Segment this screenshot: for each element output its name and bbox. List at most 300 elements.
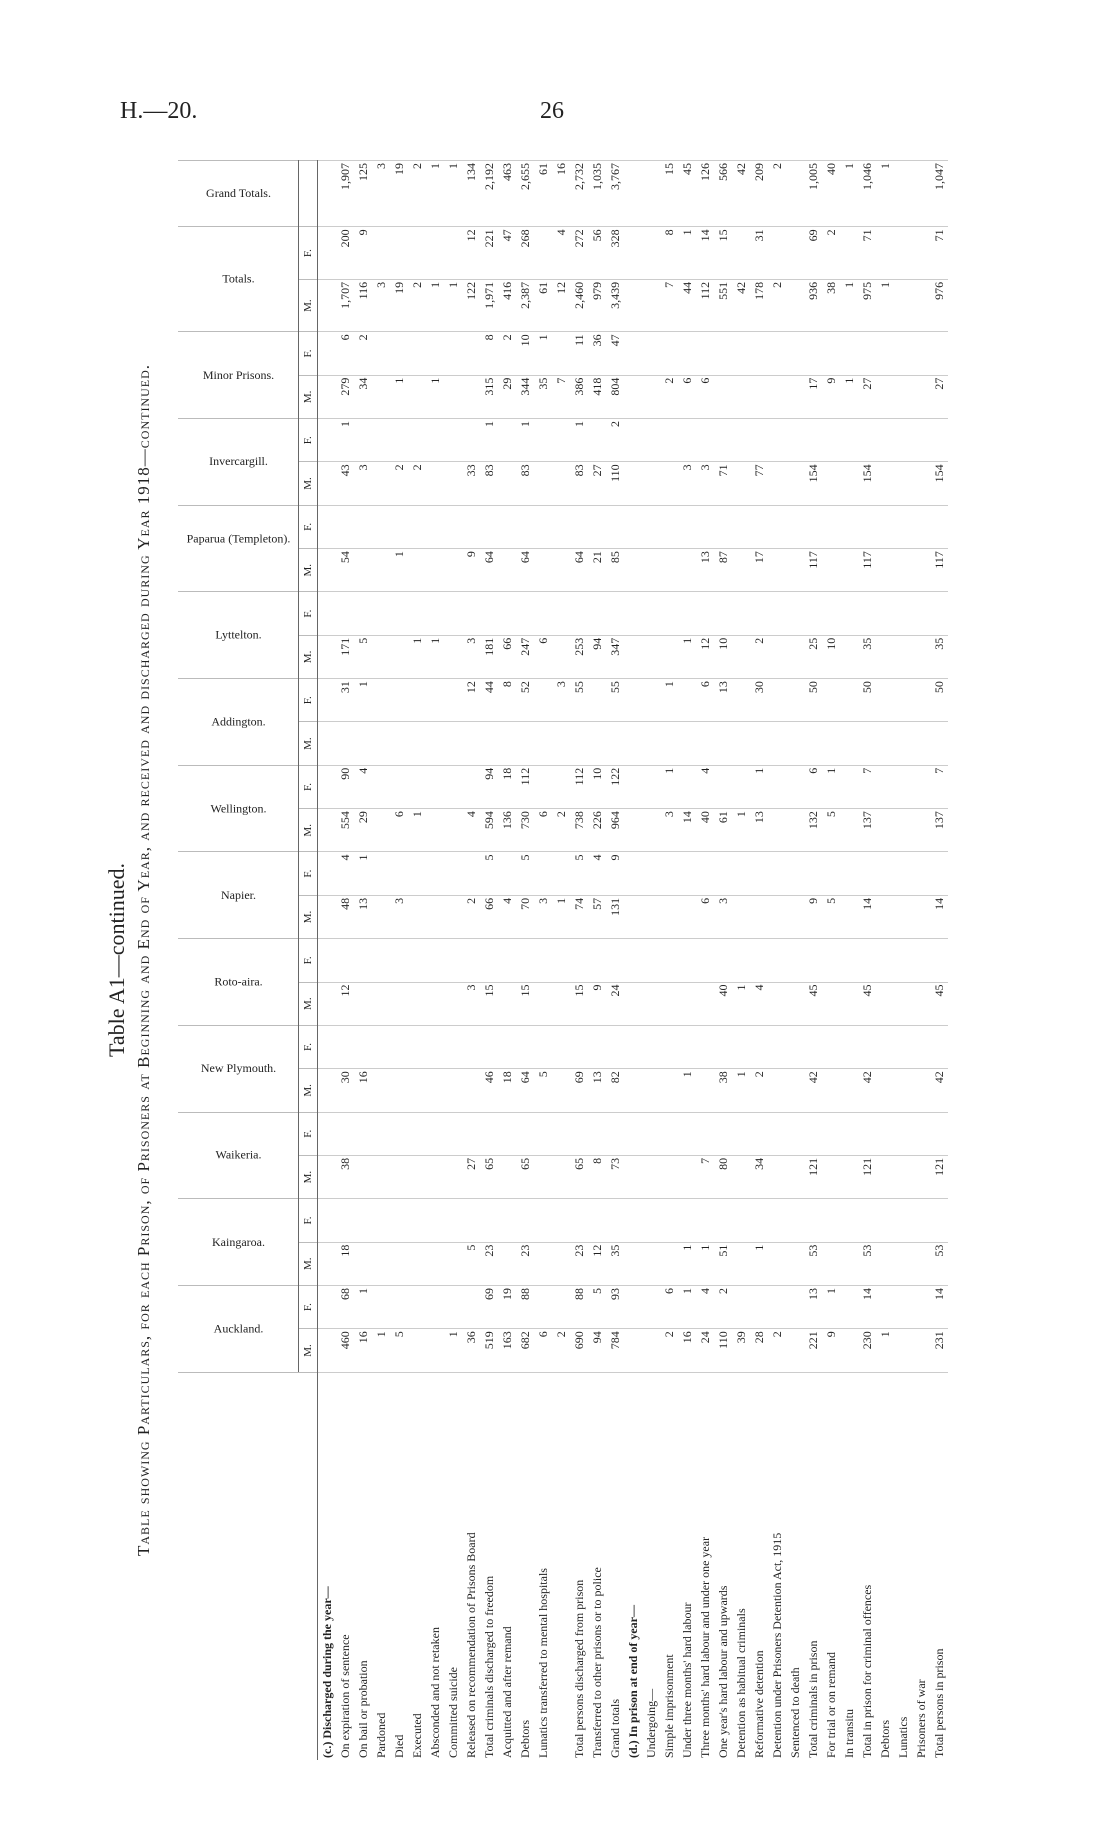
table-cell: 13 xyxy=(804,1285,822,1328)
column-header xyxy=(178,419,299,506)
table-cell xyxy=(624,505,642,548)
table-cell xyxy=(318,939,337,982)
table-cell xyxy=(624,1155,642,1198)
table-cell: 36 xyxy=(462,1329,480,1372)
table-cell xyxy=(696,1112,714,1155)
table-cell xyxy=(678,419,696,462)
table-cell xyxy=(624,809,642,852)
table-cell xyxy=(786,939,804,982)
column-header-label: Totals. xyxy=(221,271,255,286)
table-cell: 17 xyxy=(804,375,822,418)
table-cell xyxy=(372,1155,390,1198)
table-cell xyxy=(462,852,480,895)
table-cell: 31 xyxy=(750,227,768,279)
table-cell: 24 xyxy=(606,982,624,1025)
table-cell xyxy=(480,722,498,765)
column-header xyxy=(178,1112,299,1199)
table-cell xyxy=(930,1025,948,1068)
table-cell: 1 xyxy=(426,375,444,418)
table-cell: 4 xyxy=(552,227,570,279)
table-cell xyxy=(390,332,408,375)
table-cell xyxy=(390,679,408,722)
table-cell: 7 xyxy=(660,279,678,331)
table-cell xyxy=(624,462,642,505)
table-cell: 14 xyxy=(858,895,876,938)
table-cell: 1 xyxy=(444,1329,462,1372)
row-label: Total persons in prison xyxy=(930,1372,948,1760)
table-cell xyxy=(516,1025,534,1068)
column-header xyxy=(178,1199,299,1286)
table-cell xyxy=(642,1112,660,1155)
table-cell xyxy=(912,1025,930,1068)
table-cell: 9 xyxy=(804,895,822,938)
table-cell: 137 xyxy=(858,809,876,852)
table-cell: 730 xyxy=(516,809,534,852)
table-cell: 1 xyxy=(876,279,894,331)
table-cell: 112 xyxy=(696,279,714,331)
table-cell xyxy=(390,592,408,635)
table-cell xyxy=(768,549,786,592)
table-cell xyxy=(876,1025,894,1068)
table-cell xyxy=(822,852,840,895)
table-cell xyxy=(426,1069,444,1112)
table-cell: 3,439 xyxy=(606,279,624,331)
sex-subheader: M. xyxy=(299,895,318,938)
table-cell xyxy=(786,1285,804,1328)
table-cell: 247 xyxy=(516,635,534,678)
table-cell: 594 xyxy=(480,809,498,852)
table-cell xyxy=(768,1112,786,1155)
table-row xyxy=(714,161,732,1761)
table-cell xyxy=(894,1285,912,1328)
table-cell xyxy=(804,592,822,635)
table-row xyxy=(732,161,750,1761)
table-cell: 34 xyxy=(750,1155,768,1198)
table-row xyxy=(408,161,426,1761)
table-cell: 30 xyxy=(750,679,768,722)
table-cell: 13 xyxy=(354,895,372,938)
table-cell xyxy=(876,809,894,852)
table-cell: 5 xyxy=(822,809,840,852)
table-cell: 47 xyxy=(498,227,516,279)
table-cell xyxy=(804,505,822,548)
table-cell xyxy=(462,332,480,375)
table-cell xyxy=(624,332,642,375)
table-cell xyxy=(408,375,426,418)
table-cell xyxy=(660,462,678,505)
table-cell xyxy=(912,722,930,765)
table-cell: 4 xyxy=(588,852,606,895)
table-cell: 1 xyxy=(354,679,372,722)
table-cell: 4 xyxy=(336,852,354,895)
table-row xyxy=(498,161,516,1761)
table-cell xyxy=(426,679,444,722)
table-cell xyxy=(786,1025,804,1068)
table-cell: 112 xyxy=(516,765,534,808)
table-cell xyxy=(732,852,750,895)
table-cell xyxy=(660,939,678,982)
table-cell xyxy=(534,722,552,765)
table-cell: 6 xyxy=(696,679,714,722)
table-cell: 71 xyxy=(858,227,876,279)
table-cell xyxy=(678,332,696,375)
column-header-label: Napier. xyxy=(220,887,256,902)
table-cell xyxy=(732,722,750,765)
table-cell: 16 xyxy=(552,161,570,227)
table-cell xyxy=(408,1199,426,1242)
table-cell xyxy=(318,1199,337,1242)
sex-subheader: F. xyxy=(299,227,318,279)
column-header xyxy=(178,332,299,419)
table-cell xyxy=(678,765,696,808)
table-cell xyxy=(552,852,570,895)
table-cell: 23 xyxy=(516,1242,534,1285)
table-cell xyxy=(372,852,390,895)
table-cell xyxy=(444,1242,462,1285)
table-cell: 112 xyxy=(570,765,588,808)
table-cell: 11 xyxy=(570,332,588,375)
table-cell: 2 xyxy=(606,419,624,462)
table-cell: 12 xyxy=(588,1242,606,1285)
table-cell: 9 xyxy=(462,549,480,592)
table-cell xyxy=(678,679,696,722)
table-cell xyxy=(498,462,516,505)
table-cell: 27 xyxy=(588,462,606,505)
table-cell xyxy=(534,419,552,462)
table-cell xyxy=(786,679,804,722)
table-cell: 8 xyxy=(660,227,678,279)
table-cell: 1 xyxy=(732,1069,750,1112)
table-cell xyxy=(318,419,337,462)
table-cell xyxy=(912,549,930,592)
table-cell: 18 xyxy=(336,1242,354,1285)
table-cell xyxy=(642,1199,660,1242)
table-cell xyxy=(606,592,624,635)
table-cell: 88 xyxy=(570,1285,588,1328)
table-cell xyxy=(318,852,337,895)
table-cell: 83 xyxy=(516,462,534,505)
table-cell xyxy=(912,895,930,938)
table-cell xyxy=(318,549,337,592)
table-cell: 2 xyxy=(354,332,372,375)
table-cell xyxy=(444,1112,462,1155)
table-cell: 70 xyxy=(516,895,534,938)
table-cell xyxy=(714,722,732,765)
sex-subheader: F. xyxy=(299,1112,318,1155)
table-cell xyxy=(642,852,660,895)
table-cell xyxy=(732,765,750,808)
table-cell xyxy=(840,809,858,852)
table-cell: 14 xyxy=(696,227,714,279)
table-cell xyxy=(624,1242,642,1285)
table-cell xyxy=(714,765,732,808)
table-row xyxy=(750,161,768,1761)
table-cell xyxy=(894,1155,912,1198)
table-cell: 1 xyxy=(516,419,534,462)
table-cell: 27 xyxy=(462,1155,480,1198)
table-cell xyxy=(894,939,912,982)
table-cell xyxy=(372,895,390,938)
table-cell: 5 xyxy=(822,895,840,938)
table-cell xyxy=(750,332,768,375)
table-cell xyxy=(390,1285,408,1328)
table-cell xyxy=(444,592,462,635)
table-cell: 64 xyxy=(516,549,534,592)
table-cell: 1 xyxy=(552,895,570,938)
table-cell xyxy=(660,549,678,592)
table-cell xyxy=(930,1112,948,1155)
table-cell: 3 xyxy=(660,809,678,852)
table-cell: 221 xyxy=(480,227,498,279)
table-cell xyxy=(912,809,930,852)
table-cell xyxy=(840,1155,858,1198)
table-cell xyxy=(660,505,678,548)
table-cell xyxy=(372,1199,390,1242)
table-cell xyxy=(408,722,426,765)
table-cell: 4 xyxy=(354,765,372,808)
sex-subheader: M. xyxy=(299,635,318,678)
table-cell: 1 xyxy=(336,419,354,462)
table-cell xyxy=(570,1112,588,1155)
table-cell xyxy=(768,1155,786,1198)
table-cell xyxy=(768,419,786,462)
table-cell: 1 xyxy=(840,375,858,418)
table-cell: 418 xyxy=(588,375,606,418)
table-cell: 10 xyxy=(516,332,534,375)
table-cell xyxy=(480,1199,498,1242)
table-cell xyxy=(642,765,660,808)
table-cell xyxy=(768,375,786,418)
table-cell xyxy=(354,982,372,1025)
row-label: Lunatics transferred to mental hospitals xyxy=(534,1372,552,1760)
table-cell: 45 xyxy=(804,982,822,1025)
table-cell: 14 xyxy=(678,809,696,852)
table-cell xyxy=(642,1069,660,1112)
table-cell xyxy=(408,419,426,462)
table-cell xyxy=(804,419,822,462)
table-cell: 253 xyxy=(570,635,588,678)
table-cell xyxy=(876,549,894,592)
table-cell xyxy=(534,462,552,505)
table-cell xyxy=(714,419,732,462)
table-cell xyxy=(732,419,750,462)
table-cell xyxy=(894,419,912,462)
table-cell xyxy=(372,375,390,418)
table-cell xyxy=(354,419,372,462)
table-cell xyxy=(498,1242,516,1285)
table-cell xyxy=(876,1112,894,1155)
table-cell: 24 xyxy=(696,1329,714,1372)
table-row xyxy=(894,161,912,1761)
table-cell: 126 xyxy=(696,161,714,227)
table-cell xyxy=(804,332,822,375)
table-cell xyxy=(318,1329,337,1372)
table-cell: 1 xyxy=(678,1285,696,1328)
table-cell xyxy=(390,1155,408,1198)
table-cell xyxy=(768,765,786,808)
table-cell xyxy=(660,635,678,678)
table-cell xyxy=(876,1199,894,1242)
table-cell xyxy=(858,939,876,982)
table-cell: 31 xyxy=(336,679,354,722)
table-cell xyxy=(660,1025,678,1068)
table-cell: 9 xyxy=(588,982,606,1025)
table-cell xyxy=(606,505,624,548)
table-cell xyxy=(498,722,516,765)
sex-subheader: M. xyxy=(299,982,318,1025)
table-cell xyxy=(768,1069,786,1112)
table-cell xyxy=(876,419,894,462)
table-cell: 17 xyxy=(750,549,768,592)
label-column-header xyxy=(178,1372,318,1760)
table-cell xyxy=(912,1199,930,1242)
table-cell: 1 xyxy=(426,161,444,227)
table-cell xyxy=(732,635,750,678)
table-cell xyxy=(606,722,624,765)
table-cell: 64 xyxy=(480,549,498,592)
table-cell: 121 xyxy=(930,1155,948,1198)
table-cell xyxy=(786,1329,804,1372)
table-cell: 42 xyxy=(732,161,750,227)
table-cell xyxy=(750,592,768,635)
table-cell: 136 xyxy=(498,809,516,852)
table-cell xyxy=(318,592,337,635)
table-cell: 27 xyxy=(930,375,948,418)
table-cell xyxy=(750,505,768,548)
column-header-row xyxy=(178,161,299,1761)
table-cell xyxy=(318,332,337,375)
table-cell: 6 xyxy=(534,809,552,852)
table-cell xyxy=(408,939,426,982)
table-cell xyxy=(372,549,390,592)
table-cell xyxy=(678,1155,696,1198)
table-row xyxy=(516,161,534,1761)
table-cell: 15 xyxy=(570,982,588,1025)
table-cell xyxy=(588,679,606,722)
row-label: Debtors xyxy=(876,1372,894,1760)
table-cell xyxy=(912,227,930,279)
table-cell xyxy=(750,1112,768,1155)
table-cell xyxy=(894,505,912,548)
table-cell xyxy=(696,1069,714,1112)
table-cell: 35 xyxy=(534,375,552,418)
table-row xyxy=(678,161,696,1761)
table-cell xyxy=(768,332,786,375)
table-cell xyxy=(912,679,930,722)
table-cell: 83 xyxy=(570,462,588,505)
table-cell xyxy=(750,895,768,938)
table-cell: 18 xyxy=(498,765,516,808)
table-cell xyxy=(858,1199,876,1242)
table-cell xyxy=(552,722,570,765)
table-cell: 44 xyxy=(678,279,696,331)
table-cell xyxy=(552,1155,570,1198)
table-cell: 7 xyxy=(858,765,876,808)
table-cell xyxy=(354,722,372,765)
table-cell xyxy=(426,982,444,1025)
table-cell xyxy=(444,809,462,852)
table-cell xyxy=(660,1155,678,1198)
table-cell xyxy=(894,1025,912,1068)
table-cell: 1 xyxy=(444,161,462,227)
table-cell xyxy=(912,1329,930,1372)
table-cell: 460 xyxy=(336,1329,354,1372)
table-title: Table A1—continued. xyxy=(104,863,129,1057)
table-row xyxy=(354,161,372,1761)
sex-subheader: F. xyxy=(299,1199,318,1242)
table-cell xyxy=(426,1329,444,1372)
table-cell xyxy=(840,592,858,635)
table-cell xyxy=(318,1242,337,1285)
table-cell xyxy=(786,765,804,808)
table-cell xyxy=(534,1155,552,1198)
table-cell: 2 xyxy=(822,227,840,279)
table-cell xyxy=(624,982,642,1025)
table-cell xyxy=(480,505,498,548)
table-cell xyxy=(498,1025,516,1068)
table-cell: 1 xyxy=(822,1285,840,1328)
table-cell: 5 xyxy=(390,1329,408,1372)
table-cell xyxy=(894,462,912,505)
table-cell xyxy=(534,679,552,722)
table-cell: 268 xyxy=(516,227,534,279)
table-cell: 45 xyxy=(858,982,876,1025)
table-cell xyxy=(534,227,552,279)
table-cell xyxy=(714,592,732,635)
table-cell: 416 xyxy=(498,279,516,331)
table-cell: 137 xyxy=(930,809,948,852)
table-cell xyxy=(498,549,516,592)
table-subtitle: Table showing Particulars, for each Prison, of Prisoners at Beginning and End of Year, and received and discharged during Year 1918—continued. xyxy=(134,363,153,1557)
table-cell: 3 xyxy=(696,462,714,505)
table-cell: 35 xyxy=(606,1242,624,1285)
column-header xyxy=(178,765,299,852)
table-cell: 154 xyxy=(858,462,876,505)
table-cell: 90 xyxy=(336,765,354,808)
table-cell xyxy=(444,635,462,678)
row-label: Total in prison for criminal offences xyxy=(858,1372,876,1760)
table-cell xyxy=(426,895,444,938)
table-cell: 10 xyxy=(822,635,840,678)
table-cell: 122 xyxy=(462,279,480,331)
column-header xyxy=(178,679,299,766)
row-label: Reformative detention xyxy=(750,1372,768,1760)
table-cell: 1 xyxy=(480,419,498,462)
table-cell: 68 xyxy=(336,1285,354,1328)
table-cell xyxy=(426,809,444,852)
table-cell xyxy=(624,1112,642,1155)
table-cell xyxy=(786,375,804,418)
table-cell: 4 xyxy=(498,895,516,938)
table-cell xyxy=(624,375,642,418)
table-cell xyxy=(894,592,912,635)
table-cell: 36 xyxy=(588,332,606,375)
row-label: Total criminals in prison xyxy=(804,1372,822,1760)
table-cell xyxy=(768,895,786,938)
table-cell xyxy=(552,939,570,982)
table-cell: 82 xyxy=(606,1069,624,1112)
table-cell: 117 xyxy=(930,549,948,592)
table-cell: 6 xyxy=(696,375,714,418)
table-cell xyxy=(804,1025,822,1068)
table-cell xyxy=(606,1025,624,1068)
table-cell: 33 xyxy=(462,462,480,505)
table-cell xyxy=(516,1112,534,1155)
table-cell xyxy=(444,852,462,895)
sex-subheader: F. xyxy=(299,332,318,375)
table-cell: 43 xyxy=(336,462,354,505)
table-cell: 9 xyxy=(606,852,624,895)
